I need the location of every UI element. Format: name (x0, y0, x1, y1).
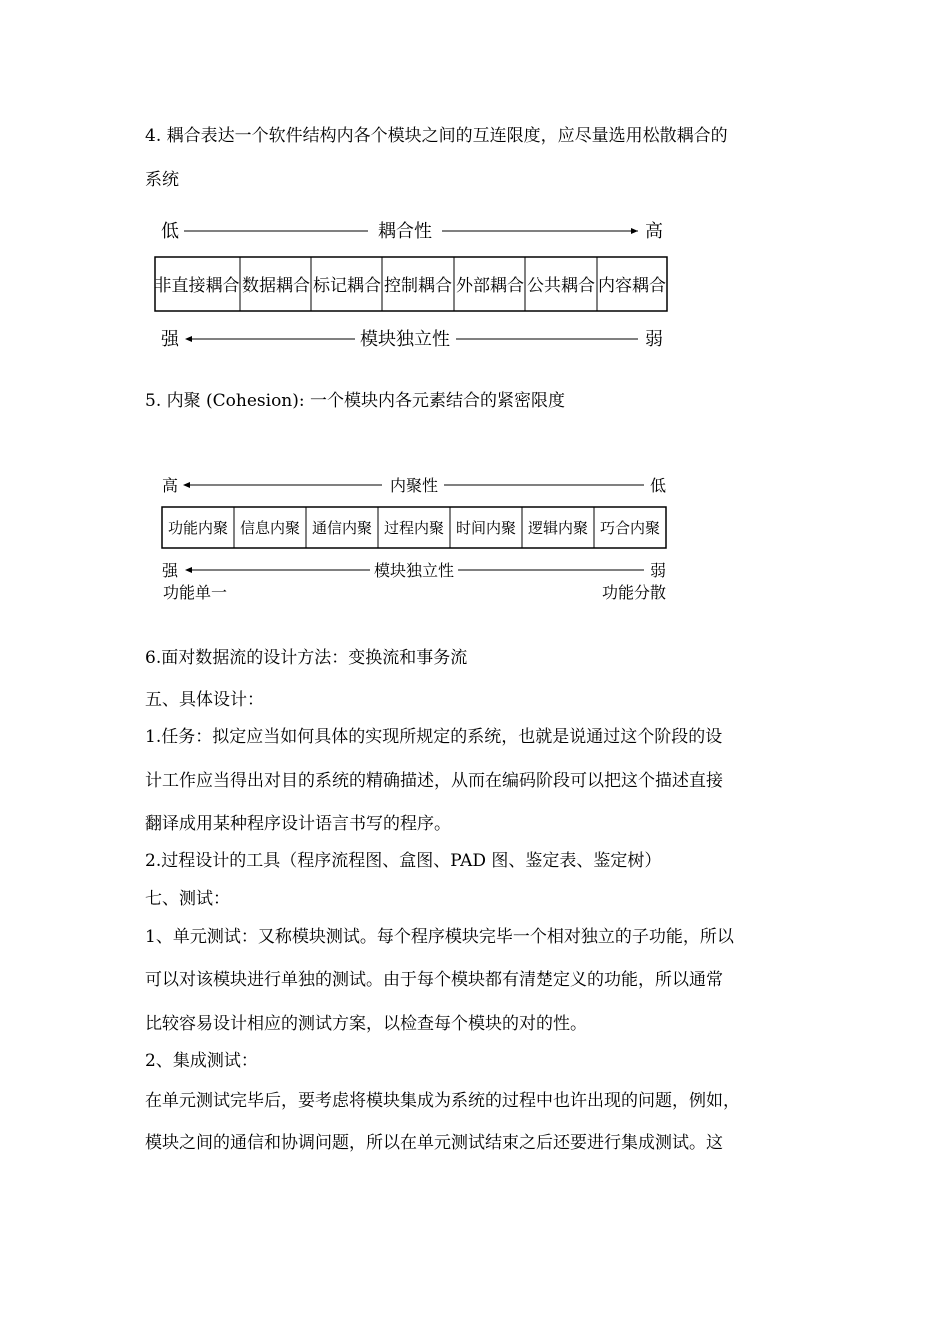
cohesion-single-function-label: 功能单一 (163, 583, 228, 602)
coupling-diagram (0, 205, 950, 365)
paragraph-unit-test-line3: 比较容易设计相应的测试方案，以检查每个模块的对的性。 (145, 1014, 587, 1034)
paragraph-integration-line2: 模块之间的通信和协调问题，所以在单元测试结束之后还要进行集成测试。这 (145, 1133, 723, 1153)
cohesion-axis-label: 内聚性 (389, 476, 439, 495)
paragraph-task-line2: 计工作应当得出对目的系统的精确描述，从而在编码阶段可以把这个描述直接 (145, 771, 723, 791)
heading-detailed-design: 五、具体设计： (145, 690, 264, 710)
heading-integration-test: 2、集成测试： (145, 1051, 258, 1071)
paragraph-task-line1: 1.任务：拟定应当如何具体的实现所规定的系统，也就是说通过这个阶段的设 (145, 727, 723, 747)
coupling-cell-common: 公共耦合 (527, 276, 595, 296)
coupling-cell-external: 外部耦合 (456, 276, 524, 296)
cohesion-cell-informational: 信息内聚 (239, 519, 301, 537)
paragraph-task-line3: 翻译成用某种程序设计语言书写的程序。 (145, 814, 451, 834)
paragraph-unit-test-line2: 可以对该模块进行单独的测试。由于每个模块都有清楚定义的功能，所以通常 (145, 970, 723, 990)
paragraph-design-tools: 2.过程设计的工具（程序流程图、盒图、PAD 图、鉴定表、鉴定树） (145, 851, 662, 871)
cohesion-weak-label: 弱 (649, 561, 667, 580)
cohesion-cell-temporal: 时间内聚 (455, 519, 517, 537)
coupling-cell-content: 内容耦合 (598, 276, 666, 296)
paragraph-cohesion: 5. 内聚 (Cohesion): 一个模块内各元素结合的紧密限度 (145, 391, 566, 411)
cohesion-high-label: 高 (161, 476, 179, 495)
cohesion-strong-label: 强 (161, 561, 179, 580)
coupling-strong-label: 强 (161, 329, 179, 350)
paragraph-integration-line1: 在单元测试完毕后，要考虑将模块集成为系统的过程中也许出现的问题，例如， (145, 1091, 740, 1111)
coupling-high-label: 高 (645, 221, 663, 242)
coupling-cell-indirect: 非直接耦合 (154, 276, 240, 296)
cohesion-cell-coincidental: 巧合内聚 (599, 519, 661, 537)
cohesion-diagram (0, 465, 950, 610)
heading-testing: 七、测试： (145, 889, 230, 909)
cohesion-independence-label: 模块独立性 (373, 561, 455, 580)
cohesion-scattered-function-label: 功能分散 (601, 583, 666, 602)
coupling-cell-data: 数据耦合 (242, 276, 310, 296)
coupling-weak-label: 弱 (645, 329, 663, 350)
cohesion-cell-logical: 逻辑内聚 (527, 519, 589, 537)
coupling-cell-control: 控制耦合 (384, 276, 452, 296)
coupling-axis-label: 耦合性 (378, 221, 432, 242)
cohesion-low-label: 低 (649, 476, 667, 495)
coupling-low-label: 低 (161, 221, 179, 242)
paragraph-coupling-line2: 系统 (145, 170, 179, 190)
paragraph-unit-test-line1: 1、单元测试：又称模块测试。每个程序模块完毕一个相对独立的子功能，所以 (145, 927, 734, 947)
coupling-independence-label: 模块独立性 (360, 329, 450, 350)
cohesion-cell-communicational: 通信内聚 (311, 519, 373, 537)
coupling-cell-stamp: 标记耦合 (313, 276, 381, 296)
paragraph-coupling-line1: 4. 耦合表达一个软件结构内各个模块之间的互连限度，应尽量选用松散耦合的 (145, 126, 728, 146)
paragraph-dataflow-design: 6.面对数据流的设计方法：变换流和事务流 (145, 648, 468, 668)
cohesion-cell-procedural: 过程内聚 (383, 519, 445, 537)
cohesion-cell-functional: 功能内聚 (167, 519, 229, 537)
